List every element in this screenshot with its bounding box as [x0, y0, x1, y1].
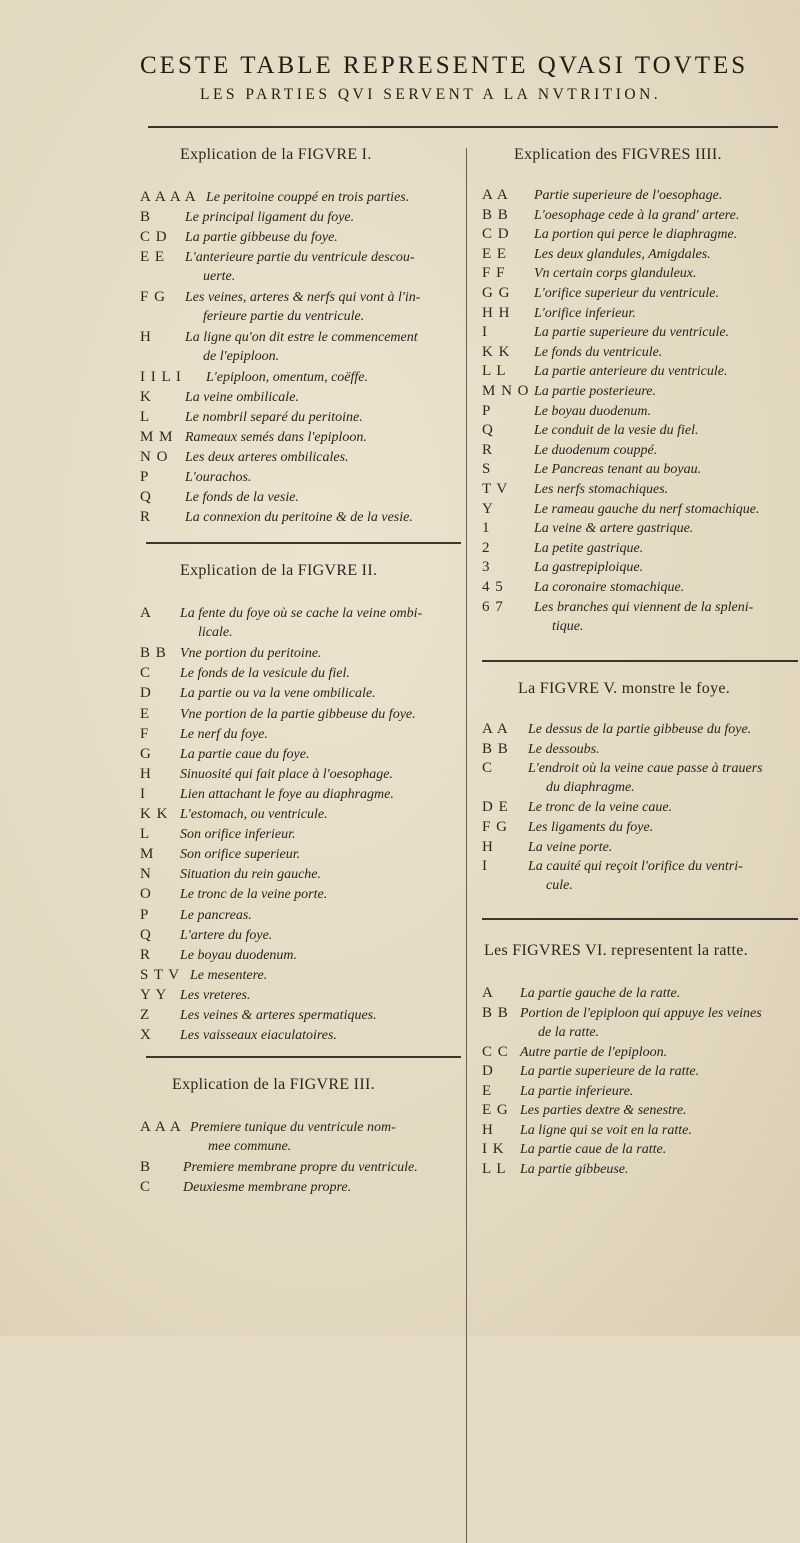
legend-entry [482, 558, 644, 577]
legend-text-continuation: de la ratte. [538, 1024, 600, 1040]
legend-entry [482, 441, 658, 460]
legend-label: F G [482, 819, 508, 835]
legend-label: A A A [140, 1119, 182, 1135]
legend-label: 3 [482, 559, 491, 576]
legend-text: Le dessoubs. [528, 741, 600, 757]
legend-entry [140, 248, 415, 284]
legend-text: La partie gauche de la ratte. [520, 986, 681, 1001]
legend-label: Z [140, 1007, 151, 1023]
legend-entry [482, 598, 754, 634]
legend-label: C C [482, 1043, 509, 1060]
legend-entry [140, 1158, 418, 1177]
legend-entry [140, 1178, 352, 1197]
legend-text: Les nerfs stomachiques. [534, 482, 669, 497]
legend-text-continuation: cule. [546, 878, 573, 894]
legend-entry [140, 208, 355, 227]
legend-label: R [140, 946, 152, 963]
legend-entry [140, 368, 369, 387]
legend-label: C D [140, 229, 168, 245]
legend-label: N O [140, 449, 169, 465]
legend-label: S T V [140, 966, 181, 983]
legend-entry [140, 1118, 396, 1154]
legend-entry [140, 845, 301, 864]
legend-text: Les ligaments du foye. [528, 820, 654, 835]
legend-text: Les vaisseaux eiaculatoires. [180, 1028, 337, 1044]
legend-label: D [140, 685, 152, 702]
legend-label: I K [482, 1141, 505, 1157]
legend-text: L'endroit où la veine caue passe à trauers [528, 761, 763, 777]
legend-text: Situation du rein gauche. [180, 867, 322, 883]
legend-entry [482, 720, 752, 739]
legend-entry [140, 986, 251, 1005]
legend-label: I [482, 324, 488, 341]
page-subtitle: LES PARTIES QVI SERVENT A LA NVTRITION. [200, 86, 662, 103]
legend-label: Q [140, 926, 152, 943]
legend-text: La fente du foye où se cache la veine ombi- [180, 606, 423, 621]
column-divider [466, 148, 467, 1543]
legend-label: N [140, 866, 152, 883]
legend-entry [140, 228, 338, 247]
legend-label: E E [140, 249, 166, 265]
legend-entry [482, 343, 663, 362]
legend-label: D E [482, 799, 509, 816]
legend-text: L'artere du foye. [180, 927, 273, 943]
legend-text: La ligne qu'on dit estre le commencement [185, 330, 418, 345]
legend-entry [140, 488, 299, 507]
legend-entry [482, 1160, 629, 1179]
legend-entry [140, 805, 328, 824]
legend-label: A A A A [140, 189, 197, 205]
legend-text: La partie caue de la ratte. [520, 1142, 667, 1157]
legend-text: Les vreteres. [180, 987, 251, 1003]
legend-label: E [140, 705, 151, 722]
legend-label: 2 [482, 539, 491, 556]
section-heading-fig5: La FIGVRE V. monstre le foye. [518, 680, 731, 697]
legend-text: L'epiploon, omentum, coëffe. [206, 370, 369, 385]
legend-entry [482, 539, 644, 558]
legend-entry [482, 362, 728, 381]
legend-entry [140, 288, 421, 324]
legend-text: La partie superieure du ventricule. [534, 325, 730, 341]
legend-text: Les deux arteres ombilicales. [185, 450, 349, 465]
legend-text: L'orifice superieur du ventricule. [534, 286, 719, 301]
legend-label: 6 7 [482, 598, 504, 615]
legend-label: X [140, 1027, 152, 1044]
legend-entry [482, 1101, 687, 1120]
legend-text: La petite gastrique. [534, 540, 644, 556]
legend-entry [140, 745, 310, 764]
legend-entry [482, 1043, 668, 1062]
legend-text: La partie ou va la vene ombilicale. [180, 686, 376, 702]
legend-label: A A [482, 187, 509, 203]
legend-label: G [140, 745, 152, 762]
legend-label: H [482, 838, 494, 855]
legend-text-continuation: du diaphragme. [546, 780, 635, 796]
legend-entry [482, 519, 694, 538]
legend-entry [482, 500, 760, 519]
legend-text: Premiere tunique du ventricule nom- [190, 1120, 396, 1135]
legend-entry [140, 906, 252, 925]
legend-entry [482, 402, 652, 421]
legend-entry [482, 838, 613, 857]
legend-text: Le boyau duodenum. [180, 947, 298, 963]
legend-text: L'oesophage cede à la grand' artere. [534, 207, 740, 223]
legend-entry [482, 284, 719, 303]
legend-entry [482, 798, 673, 817]
legend-label: P [140, 906, 150, 923]
legend-label: E E [482, 245, 508, 262]
legend-label: I [140, 785, 146, 802]
legend-entry [482, 1140, 667, 1159]
legend-entry [482, 1062, 700, 1081]
legend-text: Le Pancreas tenant au boyau. [534, 462, 702, 478]
legend-entry [140, 448, 349, 467]
legend-label: O [140, 886, 152, 903]
legend-text: Le tronc de la veine porte. [180, 887, 328, 903]
legend-label: Q [482, 422, 494, 439]
legend-text: Le principal ligament du foye. [185, 210, 355, 225]
legend-text: La partie gibbeuse du foye. [185, 230, 338, 245]
section-separator [482, 660, 798, 662]
legend-label: B B [482, 740, 509, 757]
legend-text: La partie caue du foye. [180, 746, 310, 762]
legend-text: Le mesentere. [190, 967, 268, 983]
legend-label: A [482, 985, 494, 1001]
section-heading-fig3: Explication de la FIGVRE III. [172, 1076, 375, 1093]
legend-label: G G [482, 285, 511, 301]
legend-label: D [482, 1063, 494, 1079]
legend-entry [482, 984, 681, 1003]
section-separator [146, 542, 461, 544]
legend-text: L'anterieure partie du ventricule descou- [185, 250, 415, 265]
legend-entry [140, 644, 322, 663]
legend-text: L'ourachos. [185, 470, 252, 485]
legend-label: Y Y [140, 986, 168, 1003]
legend-entry [482, 225, 738, 244]
legend-text: Le rameau gauche du nerf stomachique. [534, 501, 760, 517]
legend-entry [482, 460, 702, 479]
legend-entry [140, 664, 350, 683]
legend-entry [140, 765, 393, 784]
legend-entry [140, 705, 416, 724]
legend-entry [140, 825, 296, 844]
legend-text: Les parties dextre & senestre. [520, 1103, 687, 1118]
legend-text: Deuxiesme membrane propre. [183, 1180, 352, 1195]
legend-entry [140, 966, 268, 985]
legend-text: Le nerf du foye. [180, 726, 268, 742]
legend-text: Son orifice superieur. [180, 847, 301, 863]
legend-text: Les deux glandules, Amigdales. [534, 246, 711, 262]
legend-text: La veine ombilicale. [185, 390, 299, 405]
legend-entry [482, 421, 699, 440]
legend-label: 4 5 [482, 579, 504, 595]
legend-text: La partie gibbeuse. [520, 1161, 629, 1177]
legend-entry [482, 818, 654, 837]
legend-entry [482, 382, 656, 401]
legend-label: C [482, 760, 494, 777]
legend-text: L'orifice inferieur. [534, 305, 636, 321]
legend-label: L [140, 409, 151, 425]
legend-text: Le fonds du ventricule. [534, 344, 663, 360]
legend-entry [140, 885, 328, 904]
legend-entry [482, 245, 711, 264]
legend-text: Le boyau duodenum. [534, 403, 652, 419]
legend-text: Vn certain corps glanduleux. [534, 266, 697, 282]
legend-entry [140, 865, 322, 884]
legend-label: C [140, 1179, 152, 1195]
legend-label: C D [482, 226, 510, 243]
legend-text: La cauité qui reçoit l'orifice du ventri- [528, 859, 743, 875]
legend-entry [482, 857, 743, 894]
legend-text: La connexion du peritoine & de la vesie. [185, 510, 413, 525]
legend-label: K [140, 389, 152, 405]
legend-text: Les veines & arteres spermatiques. [180, 1008, 377, 1023]
legend-entry [482, 480, 669, 499]
legend-label: Q [140, 489, 152, 505]
legend-entry [140, 946, 298, 965]
legend-label: P [482, 402, 492, 419]
legend-entry [482, 206, 740, 225]
legend-text-continuation: uerte. [203, 269, 236, 284]
legend-text: La partie inferieure. [520, 1083, 634, 1099]
legend-text: Premiere membrane propre du ventricule. [183, 1160, 418, 1175]
legend-entry [482, 759, 763, 796]
legend-entry [482, 578, 685, 597]
legend-label: I [482, 858, 488, 875]
legend-label: S [482, 461, 492, 478]
legend-entry [140, 408, 363, 427]
legend-text: Sinuosité qui fait place à l'oesophage. [180, 766, 393, 782]
legend-entry [140, 468, 252, 487]
legend-entry [482, 186, 723, 205]
legend-entry [140, 684, 376, 703]
legend-entry [482, 304, 636, 323]
legend-text: L'estomach, ou ventricule. [180, 807, 328, 822]
legend-text: Le fonds de la vesie. [185, 490, 299, 505]
legend-label: M N O [482, 383, 530, 399]
legend-text: Le peritoine couppé en trois parties. [206, 190, 410, 205]
legend-label: L L [482, 1160, 507, 1177]
legend-text: La partie superieure de la ratte. [520, 1064, 700, 1079]
legend-text: Partie superieure de l'oesophage. [534, 188, 723, 203]
legend-entry [140, 725, 268, 744]
legend-label: P [140, 469, 150, 485]
legend-text: Son orifice inferieur. [180, 827, 296, 843]
legend-entry [140, 1006, 377, 1025]
legend-text: Vne portion de la partie gibbeuse du foye. [180, 706, 416, 722]
page-title: CESTE TABLE REPRESENTE QVASI TOVTES [140, 52, 749, 79]
legend-label: L L [482, 363, 507, 380]
legend-text: Vne portion du peritoine. [180, 646, 322, 662]
legend-text: La portion qui perce le diaphragme. [534, 227, 738, 243]
legend-label: C [140, 665, 152, 682]
legend-label: B B [482, 206, 509, 223]
section-separator [146, 1056, 461, 1058]
legend-label: T V [482, 481, 509, 497]
legend-entry [140, 188, 410, 207]
legend-label: M M [140, 429, 174, 445]
legend-entry [140, 785, 394, 804]
legend-entry [482, 1121, 692, 1140]
legend-label: K K [140, 806, 169, 822]
legend-entry [140, 428, 367, 447]
legend-entry [140, 508, 413, 527]
legend-text: La partie anterieure du ventricule. [534, 364, 728, 380]
legend-text: Portion de l'epiploon qui appuye les veines [520, 1005, 762, 1021]
legend-text-continuation: licale. [198, 625, 233, 640]
legend-label: F G [140, 289, 166, 305]
legend-label: B B [482, 1004, 509, 1021]
legend-label: H [482, 1121, 494, 1138]
section-heading-fig4: Explication des FIGVRES IIII. [514, 146, 722, 163]
legend-label: R [140, 509, 152, 525]
legend-label: L [140, 826, 151, 843]
legend-text: La ligne qui se voit en la ratte. [520, 1122, 692, 1138]
legend-text: La coronaire stomachique. [534, 580, 685, 595]
legend-label: 1 [482, 520, 491, 537]
legend-text: Le nombril separé du peritoine. [185, 410, 363, 425]
legend-label: E G [482, 1102, 509, 1118]
legend-text: Le pancreas. [180, 907, 252, 923]
section-heading-fig2: Explication de la FIGVRE II. [180, 562, 378, 579]
legend-label: A [140, 605, 152, 621]
legend-text: Autre partie de l'epiploon. [520, 1044, 668, 1060]
legend-entry [140, 328, 418, 364]
legend-text: Le conduit de la vesie du fiel. [534, 423, 699, 439]
legend-text: Les branches qui viennent de la spleni- [534, 599, 754, 615]
legend-label: Y [482, 500, 494, 517]
legend-text: La veine & artere gastrique. [534, 521, 694, 537]
legend-text: Le tronc de la veine caue. [528, 800, 673, 816]
legend-entry [482, 740, 600, 759]
legend-label: H [140, 765, 152, 782]
legend-text: Le fonds de la vesicule du fiel. [180, 666, 350, 682]
section-heading-fig6: Les FIGVRES VI. representent la ratte. [484, 942, 748, 959]
legend-text: Les veines, arteres & nerfs qui vont à l'in- [185, 290, 421, 305]
legend-label: M [140, 846, 155, 863]
legend-text: Le duodenum couppé. [534, 442, 658, 458]
header-rule [148, 126, 778, 128]
legend-label: K K [482, 343, 511, 360]
legend-label: B [140, 209, 152, 225]
legend-entry [140, 604, 423, 640]
legend-text-continuation: mee commune. [208, 1139, 292, 1154]
legend-label: E [482, 1082, 493, 1099]
legend-label: F [140, 725, 150, 742]
legend-entry [482, 1082, 634, 1101]
legend-text: La gastrepiploique. [534, 560, 644, 576]
legend-text: La partie posterieure. [534, 384, 656, 399]
legend-entry [482, 1004, 762, 1040]
legend-text-continuation: ferieure partie du ventricule. [203, 309, 365, 324]
legend-text-continuation: tique. [552, 618, 584, 634]
legend-text: Rameaux semés dans l'epiploon. [185, 430, 367, 445]
legend-label: B B [140, 645, 167, 662]
legend-label: A A [482, 721, 509, 737]
legend-label: H [140, 329, 152, 345]
legend-entry [482, 264, 697, 283]
legend-label: B [140, 1159, 152, 1175]
legend-text: Lien attachant le foye au diaphragme. [180, 786, 394, 802]
legend-entry [482, 323, 730, 342]
legend-text: Le dessus de la partie gibbeuse du foye. [528, 722, 752, 737]
legend-entry [140, 1026, 337, 1045]
legend-entry [140, 926, 273, 945]
legend-label: H H [482, 304, 511, 321]
legend-text-continuation: de l'epiploon. [203, 349, 280, 364]
legend-label: I I L I [140, 369, 182, 385]
legend-label: F F [482, 265, 506, 282]
section-separator [482, 918, 798, 920]
legend-entry [140, 388, 299, 407]
legend-label: R [482, 441, 494, 458]
section-heading-fig1: Explication de la FIGVRE I. [180, 146, 372, 163]
legend-text: La veine porte. [528, 839, 613, 855]
